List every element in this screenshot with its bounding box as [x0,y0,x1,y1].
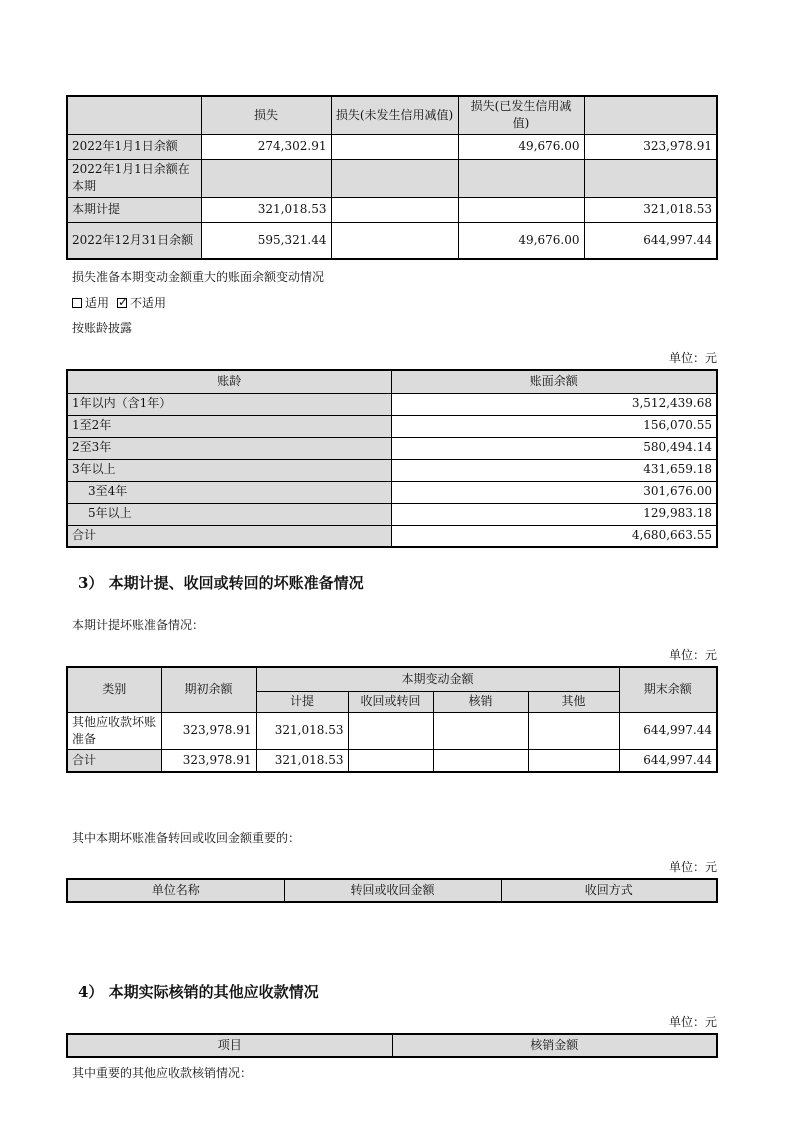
provision-movement-table [66,666,718,773]
value-cell: 156,070.55 [391,415,717,437]
value-cell [331,197,458,222]
stage-header-no-credit-impair-cell: 损失(未发生信用减值) [331,96,458,134]
value-cell: 321,018.53 [256,712,348,750]
recovery-table [66,878,718,903]
table-row [67,459,717,481]
value-cell: 274,302.91 [201,134,331,159]
row-label-cell: 2022年1月1日余额 [67,134,201,159]
significant-change-note: 损失准备本期变动金额重大的账面余额变动情况 [72,270,325,285]
value-cell: 321,018.53 [256,750,348,772]
row-label-cell: 2022年1月1日余额在本期 [67,159,201,197]
value-cell: 644,997.44 [619,712,717,750]
section-4-heading: 4） 本期实际核销的其他应收款情况 [78,983,319,1002]
applicable-option [72,296,109,310]
checkbox-checked-icon [117,294,129,309]
unit-note: 单位：元 [668,647,717,662]
row-label-cell: 3年以上 [67,459,391,481]
unit-note: 单位：元 [668,860,717,875]
item-header-cell: 项目 [67,1034,392,1057]
row-label-cell: 2至3年 [67,437,391,459]
category-cell: 其他应收款坏账准备 [67,712,161,750]
value-cell [458,197,584,222]
value-cell: 49,676.00 [458,134,584,159]
row-label-cell: 本期计提 [67,197,201,222]
table-row [67,481,717,503]
closing-balance-header-cell: 期末余额 [619,667,717,712]
value-cell: 301,676.00 [391,481,717,503]
value-cell [348,750,433,772]
recover-header-cell: 收回或转回 [348,692,433,712]
total-value-cell: 4,680,663.55 [391,525,717,547]
value-cell [584,159,717,197]
stage-header-credit-impaired-cell: 损失(已发生信用减值) [458,96,584,134]
value-cell [348,712,433,750]
recovered-amount-header-cell: 转回或收回金额 [284,879,501,902]
writeoff-table [66,1033,718,1058]
recovery-important-note: 其中本期坏账准备转回或收回金额重要的： [72,830,301,845]
check-mark-icon: ✓ [118,294,129,309]
stage-header-empty-cell [67,96,201,134]
table-row [67,393,717,415]
value-cell: 431,659.18 [391,459,717,481]
value-cell: 323,978.91 [161,750,256,772]
value-cell [201,159,331,197]
value-cell: 580,494.14 [391,437,717,459]
table-row [67,437,717,459]
value-cell [331,134,458,159]
not-applicable-option [117,296,166,310]
period-change-group-header-cell: 本期变动金额 [256,667,619,692]
table-row [67,415,717,437]
total-label-cell: 合计 [67,525,391,547]
accrual-header-cell: 计提 [256,692,348,712]
category-header-cell: 类别 [67,667,161,712]
value-cell [528,750,619,772]
value-cell [528,712,619,750]
not-applicable-label: 不适用 [130,295,167,310]
total-label-cell: 合计 [67,750,161,772]
aging-disclosure-note: 按账龄披露 [72,321,133,336]
value-cell [331,159,458,197]
aging-table [66,369,718,548]
value-cell [458,159,584,197]
value-cell: 595,321.44 [201,222,331,259]
value-cell: 644,997.44 [619,750,717,772]
row-label-cell: 1年以内（含1年） [67,393,391,415]
table-row [67,159,717,197]
checkbox-unchecked-icon [72,298,82,308]
table-row [67,197,717,222]
table-row [67,134,717,159]
unit-note: 单位：元 [668,1015,717,1030]
value-cell: 49,676.00 [458,222,584,259]
row-label-cell: 1至2年 [67,415,391,437]
value-cell: 321,018.53 [201,197,331,222]
loss-stage-table [66,95,718,260]
writeoff-header-cell: 核销 [433,692,528,712]
row-label-cell: 3至4年 [67,481,391,503]
other-header-cell: 其他 [528,692,619,712]
recovery-method-header-cell: 收回方式 [501,879,717,902]
value-cell: 129,983.18 [391,503,717,525]
value-cell: 323,978.91 [161,712,256,750]
table-row [67,525,717,547]
unit-note: 单位：元 [668,351,717,366]
value-cell: 323,978.91 [584,134,717,159]
entity-name-header-cell: 单位名称 [67,879,284,902]
applicability-line [66,296,717,312]
value-cell: 321,018.53 [584,197,717,222]
applicable-label: 适用 [85,295,110,310]
stage-header-loss-cell: 损失 [201,96,331,134]
value-cell [433,750,528,772]
value-cell [433,712,528,750]
value-cell: 644,997.44 [584,222,717,259]
value-cell [331,222,458,259]
table-row [67,750,717,772]
provision-intro-note: 本期计提坏账准备情况： [72,618,205,633]
section-3-heading: 3） 本期计提、收回或转回的坏账准备情况 [78,574,364,593]
row-label-cell: 2022年12月31日余额 [67,222,201,259]
table-row [67,503,717,525]
writeoff-important-note: 其中重要的其他应收款核销情况： [72,1066,253,1081]
table-row [67,712,717,750]
table-row [67,222,717,259]
balance-header-cell: 账面余额 [391,370,717,393]
stage-header-empty-cell [584,96,717,134]
value-cell: 3,512,439.68 [391,393,717,415]
opening-balance-header-cell: 期初余额 [161,667,256,712]
row-label-cell: 5年以上 [67,503,391,525]
aging-header-cell: 账龄 [67,370,391,393]
writeoff-amount-header-cell: 核销金额 [392,1034,717,1057]
